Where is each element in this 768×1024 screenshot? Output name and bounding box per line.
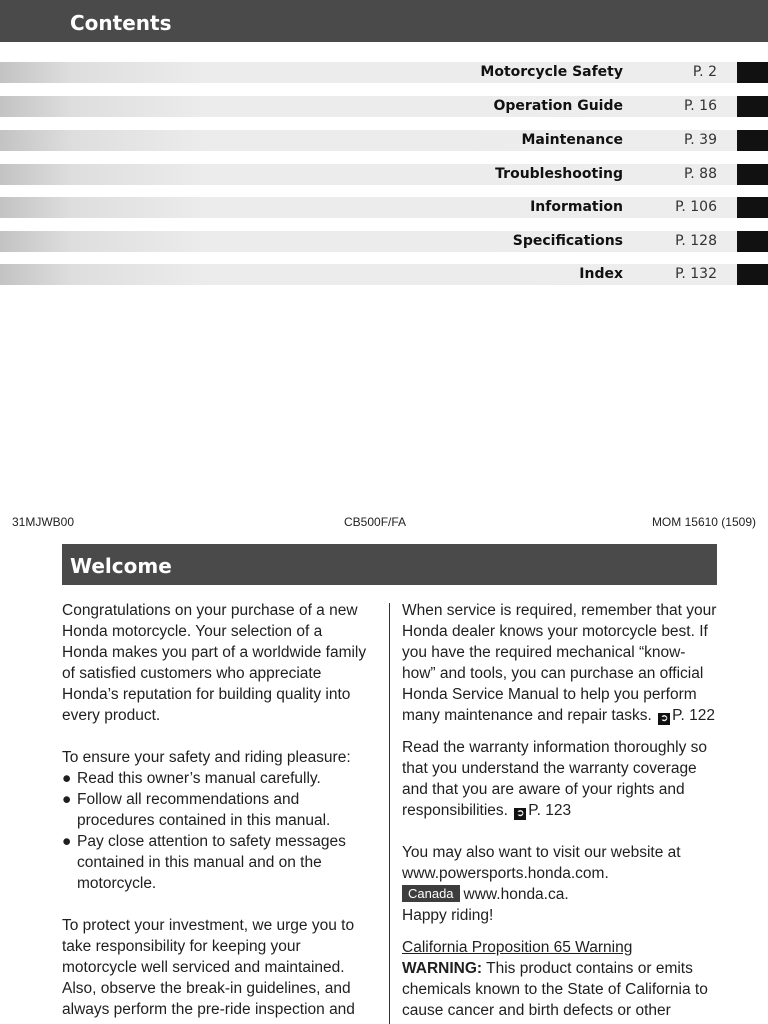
toc-item-label: Motorcycle Safety [480, 64, 623, 80]
toc-tab-marker[interactable] [737, 130, 768, 151]
welcome-title: Welcome [70, 554, 172, 578]
column-divider [389, 603, 390, 1024]
text-line: every product. [62, 707, 161, 724]
text-line: You may also want to visit our website at [402, 844, 681, 861]
bullet-item [62, 831, 380, 894]
toc-item-page: P. 39 [684, 132, 717, 148]
text-line: To protect your investment, we urge you to [62, 917, 355, 934]
toc-item-label: Maintenance [521, 132, 623, 148]
canada-badge: Canada [402, 885, 460, 902]
text-line: Also, observe the break-in guidelines, and [62, 980, 351, 997]
contents-title: Contents [70, 11, 172, 35]
toc-item-specifications[interactable] [0, 231, 737, 252]
toc-tab-marker[interactable] [737, 96, 768, 117]
toc-item-label: Specifications [512, 233, 623, 249]
warranty-paragraph [402, 737, 722, 821]
text-line: When service is required, remember that your [402, 602, 717, 619]
warning-label: WARNING: [402, 960, 483, 977]
manual-number: MOM 15610 (1509) [651, 515, 756, 529]
toc-tab-marker[interactable] [737, 62, 768, 83]
welcome-left-column [62, 600, 380, 1020]
toc-item-information[interactable] [0, 197, 737, 218]
toc-item-page: P. 88 [684, 166, 717, 182]
text-line: and that you are aware of your rights and [402, 781, 685, 798]
toc-item-troubleshooting[interactable] [0, 164, 737, 185]
text-line: take responsibility for keeping your [62, 938, 301, 955]
page-reference-icon: ➲ [516, 808, 525, 819]
toc-tab-marker[interactable] [737, 164, 768, 185]
toc-item-label: Index [579, 266, 623, 282]
text-line: chemicals known to the State of California to [402, 981, 708, 998]
text-line: procedures contained in this manual. [77, 812, 331, 829]
toc-item-page: P. 132 [675, 266, 717, 282]
bullet-icon: ● [62, 791, 72, 808]
prop65-heading: California Proposition 65 Warning [402, 939, 633, 956]
toc-tab-marker[interactable] [737, 231, 768, 252]
text-line: motorcycle. [77, 875, 157, 892]
text-line: contained in this manual and on the [77, 854, 322, 871]
service-paragraph [402, 600, 722, 726]
text-line: Honda makes you part of a worldwide family [62, 644, 367, 661]
text-line: you have the required mechanical “know- [402, 644, 686, 661]
contents-header [0, 0, 768, 42]
toc-item-label: Operation Guide [493, 98, 623, 114]
bullet-item [62, 768, 380, 789]
toc-tab-marker[interactable] [737, 197, 768, 218]
happy-riding-text: Happy riding! [402, 907, 494, 924]
text-line: Follow all recommendations and [77, 791, 300, 808]
welcome-header [62, 544, 717, 585]
toc-item-index[interactable] [0, 264, 737, 285]
text-line: how” and tools, you can purchase an official [402, 665, 704, 682]
page-reference-link[interactable]: P. 122 [672, 707, 715, 724]
canada-website-link[interactable]: www.honda.ca. [463, 886, 569, 903]
text-line: Read the warranty information thoroughly so [402, 739, 707, 756]
text-line: always perform the pre-ride inspection and [62, 1001, 355, 1018]
toc-item-page: P. 16 [684, 98, 717, 114]
text-line: Congratulations on your purchase of a new [62, 602, 358, 619]
text-line: cause cancer and birth defects or other [402, 1002, 671, 1019]
text-line: Honda Service Manual to help you perform [402, 686, 697, 703]
text-line: Pay close attention to safety messages [77, 833, 346, 850]
model-name: CB500F/FA [344, 515, 407, 529]
toc-item-page: P. 2 [692, 64, 717, 80]
publication-code: 31MJWB00 [12, 515, 75, 529]
bullet-item [62, 789, 380, 831]
text-line: many maintenance and repair tasks. [402, 707, 652, 724]
text-line: This product contains or emits [486, 960, 693, 977]
website-paragraph [402, 842, 722, 926]
prop65-section [402, 937, 722, 1021]
text-line: responsibilities. [402, 802, 508, 819]
page-reference-link[interactable]: P. 123 [528, 802, 572, 819]
toc-item-motorcycle-safety[interactable] [0, 62, 737, 83]
toc-item-page: P. 128 [675, 233, 717, 249]
text-line: of satisfied customers who appreciate [62, 665, 322, 682]
toc-item-page: P. 106 [675, 199, 717, 215]
investment-paragraph [62, 915, 380, 1020]
text-line: Read this owner’s manual carefully. [77, 770, 321, 787]
safety-intro: To ensure your safety and riding pleasure: [62, 749, 351, 766]
toc-item-operation-guide[interactable] [0, 96, 737, 117]
text-line: that you understand the warranty coverage [402, 760, 697, 777]
bullet-icon: ● [62, 833, 72, 850]
toc-item-maintenance[interactable] [0, 130, 737, 151]
text-line: Honda dealer knows your motorcycle best. If [402, 623, 708, 640]
bullet-icon: ● [62, 770, 72, 787]
text-line: Honda motorcycle. Your selection of a [62, 623, 323, 640]
toc-tab-marker[interactable] [737, 264, 768, 285]
website-link[interactable]: www.powersports.honda.com. [402, 865, 609, 882]
intro-paragraph [62, 600, 380, 726]
text-line: Honda’s reputation for building quality into [62, 686, 351, 703]
page-reference-icon: ➲ [659, 713, 669, 724]
text-line: motorcycle well serviced and maintained. [62, 959, 345, 976]
toc-item-label: Troubleshooting [495, 166, 623, 182]
toc-item-label: Information [530, 199, 623, 215]
welcome-right-column [402, 600, 722, 1021]
